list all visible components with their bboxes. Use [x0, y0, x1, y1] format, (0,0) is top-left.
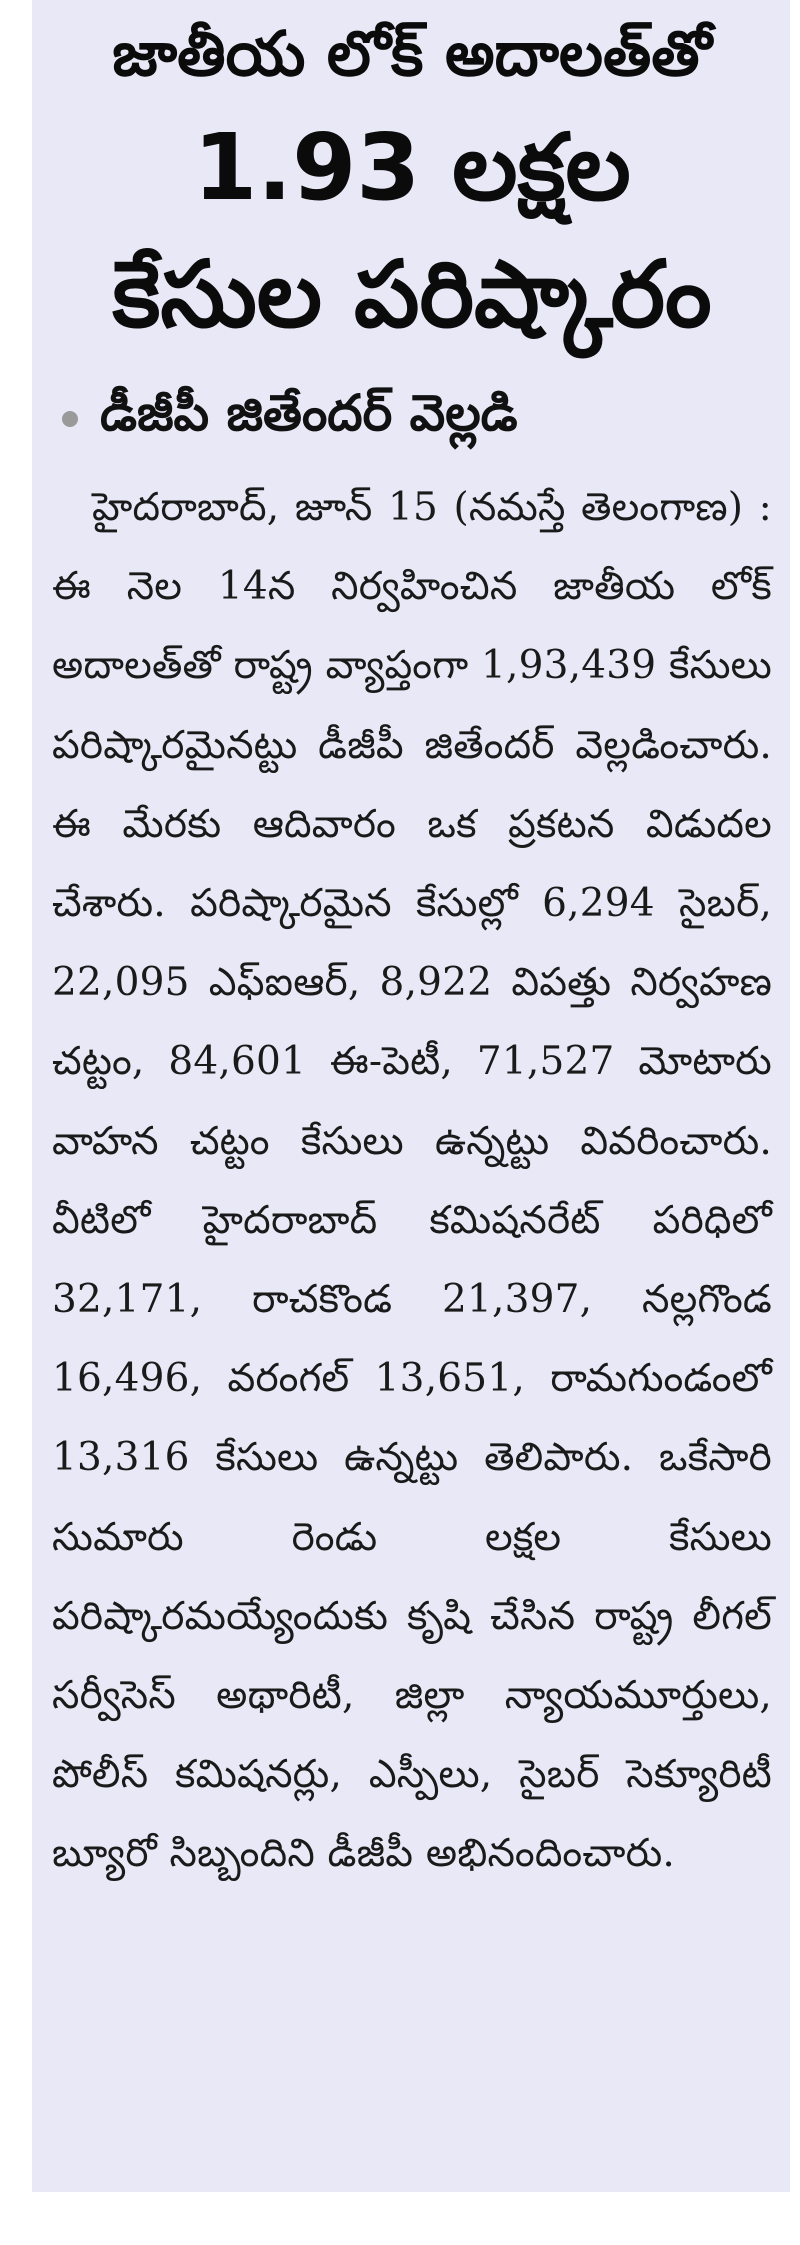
bullet-icon [62, 411, 78, 427]
headline-line-2: 1.93 లక్షల [193, 114, 631, 221]
article-body: హైదరాబాద్, జూన్ 15 (నమస్తే తెలంగాణ) : ఈ నెల 14న నిర్వహించిన జాతీయ లోక్ అదాలత్‌తో రాష్ట్ర వ్యాప్తంగా 1,93,439 కేసులు పరిష్కారమైనట్టు డీజీపీ జితేందర్ వెల్లడించారు. ఈ మేరకు ఆదివారం ఒక ప్రకటన విడుదల చేశారు. పరిష్కారమైన కేసుల్లో 6,294 సైబర్, 22,095 ఎఫ్ఐఆర్, 8,922 విపత్తు నిర్వహణ చట్టం, 84,601 ఈ-పెటీ, 71,527 మోటారు వాహన చట్టం కేసులు ఉన్నట్టు వివరించారు. వీటిలో హైదరాబాద్ కమిషనరేట్ పరిధిలో 32,171, రాచకొండ 21,397, నల్లగొండ 16,496, వరంగల్ 13,651, రామగుండంలో 13,316 కేసులు ఉన్నట్టు తెలిపారు. ఒకేసారి సుమారు రెండు లక్షల కేసులు పరిష్కారమయ్యేందుకు కృషి చేసిన రాష్ట్ర లీగల్ సర్వీసెస్ అథారిటీ, జిల్లా న్యాయమూర్తులు, పోలీస్ కమిషనర్లు, ఎస్పీలు, సైబర్ సెక్యూరిటీ బ్యూరో సిబ్బందిని డీజీపీ అభినందించారు. [52, 485, 772, 1877]
headline-line-1: జాతీయ లోక్ అదాలత్‌తో [112, 17, 712, 90]
subheadline-text: డీజీపీ జితేందర్ వెల్లడి [100, 383, 518, 442]
news-clipping [32, 0, 790, 2192]
headline-line-3: కేసుల పరిష్కారం [112, 241, 712, 348]
subheadline [52, 378, 772, 460]
